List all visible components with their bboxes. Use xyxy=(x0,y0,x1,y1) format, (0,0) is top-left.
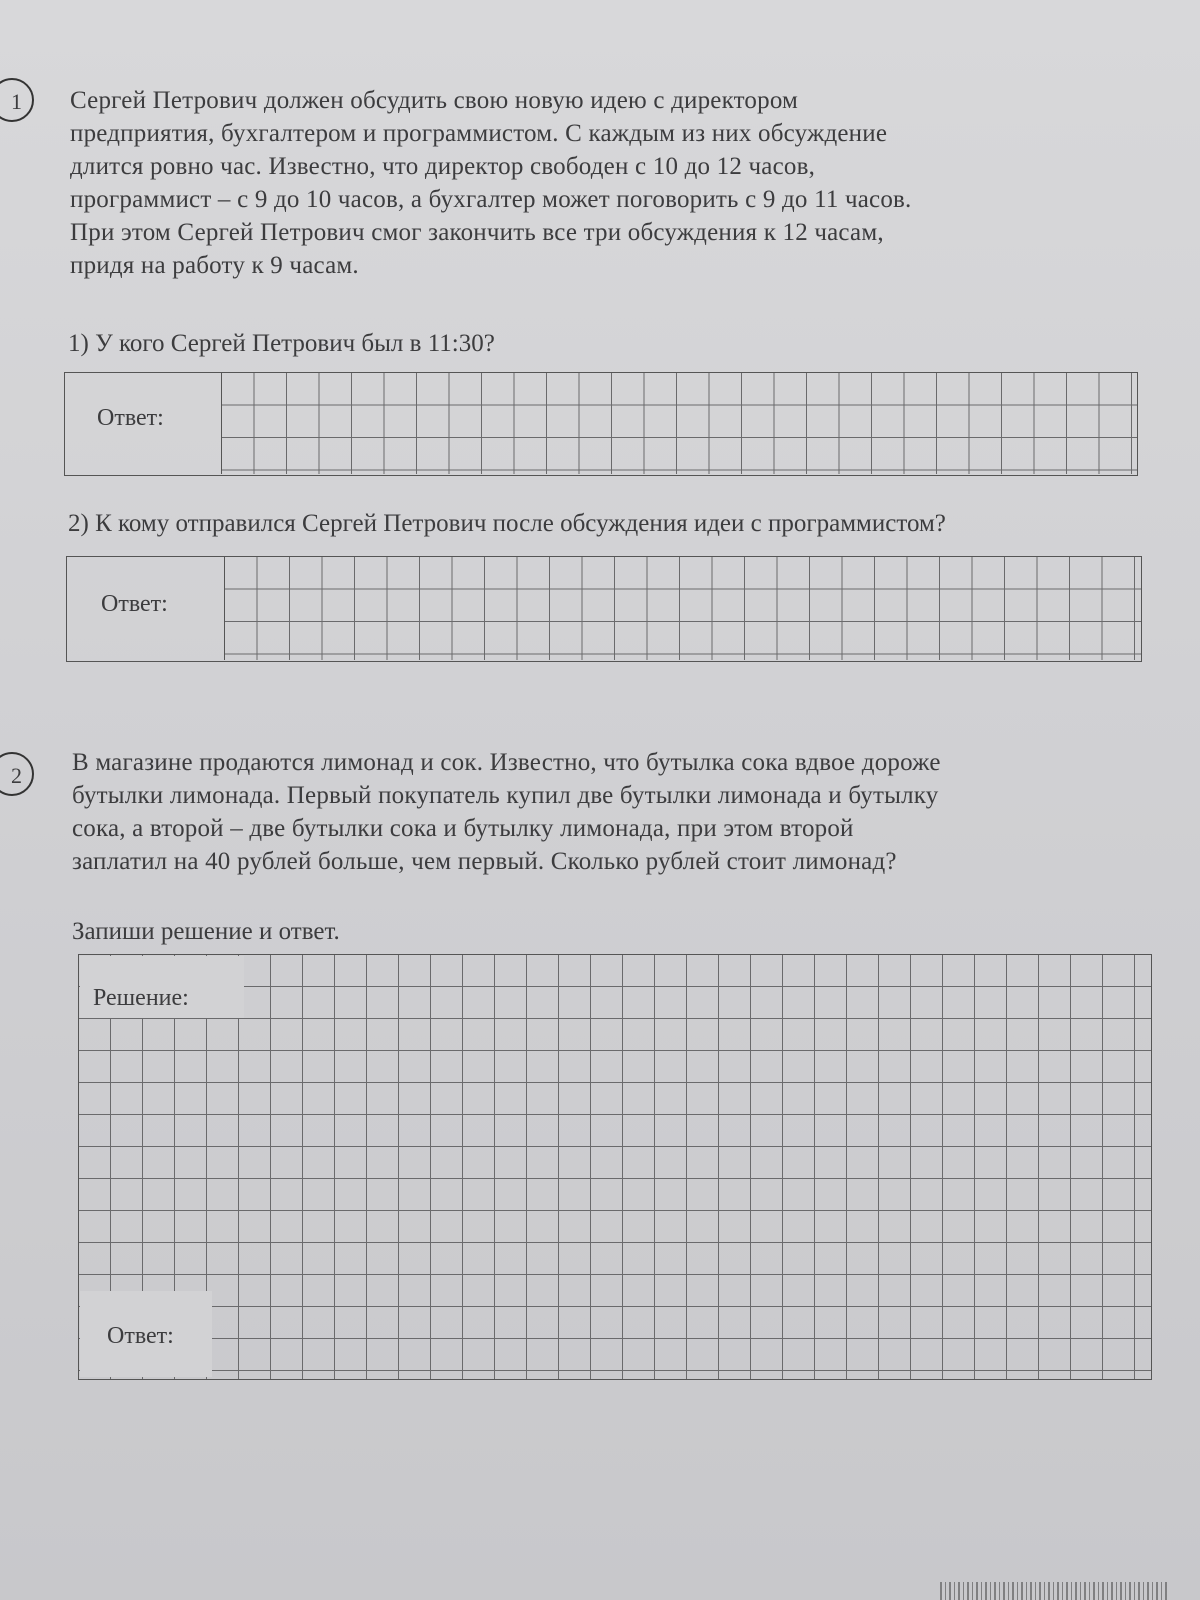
answer-box-1 xyxy=(64,372,1138,476)
answer-grid-2[interactable] xyxy=(224,557,1141,660)
task1-line: длится ровно час. Известно, что директор свободен с 10 до 12 часов, xyxy=(70,153,816,180)
barcode-strip xyxy=(940,1582,1170,1600)
task1-line: При этом Сергей Петрович смог закончить все три обсуждения к 12 часам, xyxy=(70,219,884,246)
task2-line: бутылки лимонада. Первый покупатель купил две бутылки лимонада и бутылку xyxy=(72,782,939,809)
answer-label-3: Ответ: xyxy=(107,1323,174,1349)
task2-text xyxy=(72,746,1144,878)
task2-line: В магазине продаются лимонад и сок. Известно, что бутылка сока вдвое дороже xyxy=(72,749,941,776)
task1-line: программист – с 9 до 10 часов, а бухгалтер может поговорить с 9 до 11 часов. xyxy=(70,186,912,213)
task2-line: заплатил на 40 рублей больше, чем первый. Сколько рублей стоит лимонад? xyxy=(72,848,897,875)
answer-label-2: Ответ: xyxy=(101,591,168,617)
answer-box-2 xyxy=(66,556,1142,662)
solution-label: Решение: xyxy=(93,985,189,1011)
task2-line: сока, а второй – две бутылки сока и бутылку лимонада, при этом второй xyxy=(72,815,854,842)
task1-text xyxy=(70,84,1125,282)
task-number-1: 1 xyxy=(0,78,34,122)
task1-question-2: 2) К кому отправился Сергей Петрович после обсуждения идеи с программистом? xyxy=(68,510,946,537)
solution-grid[interactable] xyxy=(78,954,1152,1380)
task1-line: Сергей Петрович должен обсудить свою новую идею с директором xyxy=(70,87,799,114)
answer-label-1: Ответ: xyxy=(97,405,164,431)
task-number-2: 2 xyxy=(0,752,34,796)
task1-line: предприятия, бухгалтером и программистом. С каждым из них обсуждение xyxy=(70,120,888,147)
task1-line: придя на работу к 9 часам. xyxy=(70,252,359,279)
task2-instruction: Запиши решение и ответ. xyxy=(72,918,340,945)
answer-grid-1[interactable] xyxy=(221,373,1137,474)
task1-question-1: 1) У кого Сергей Петрович был в 11:30? xyxy=(68,330,495,357)
